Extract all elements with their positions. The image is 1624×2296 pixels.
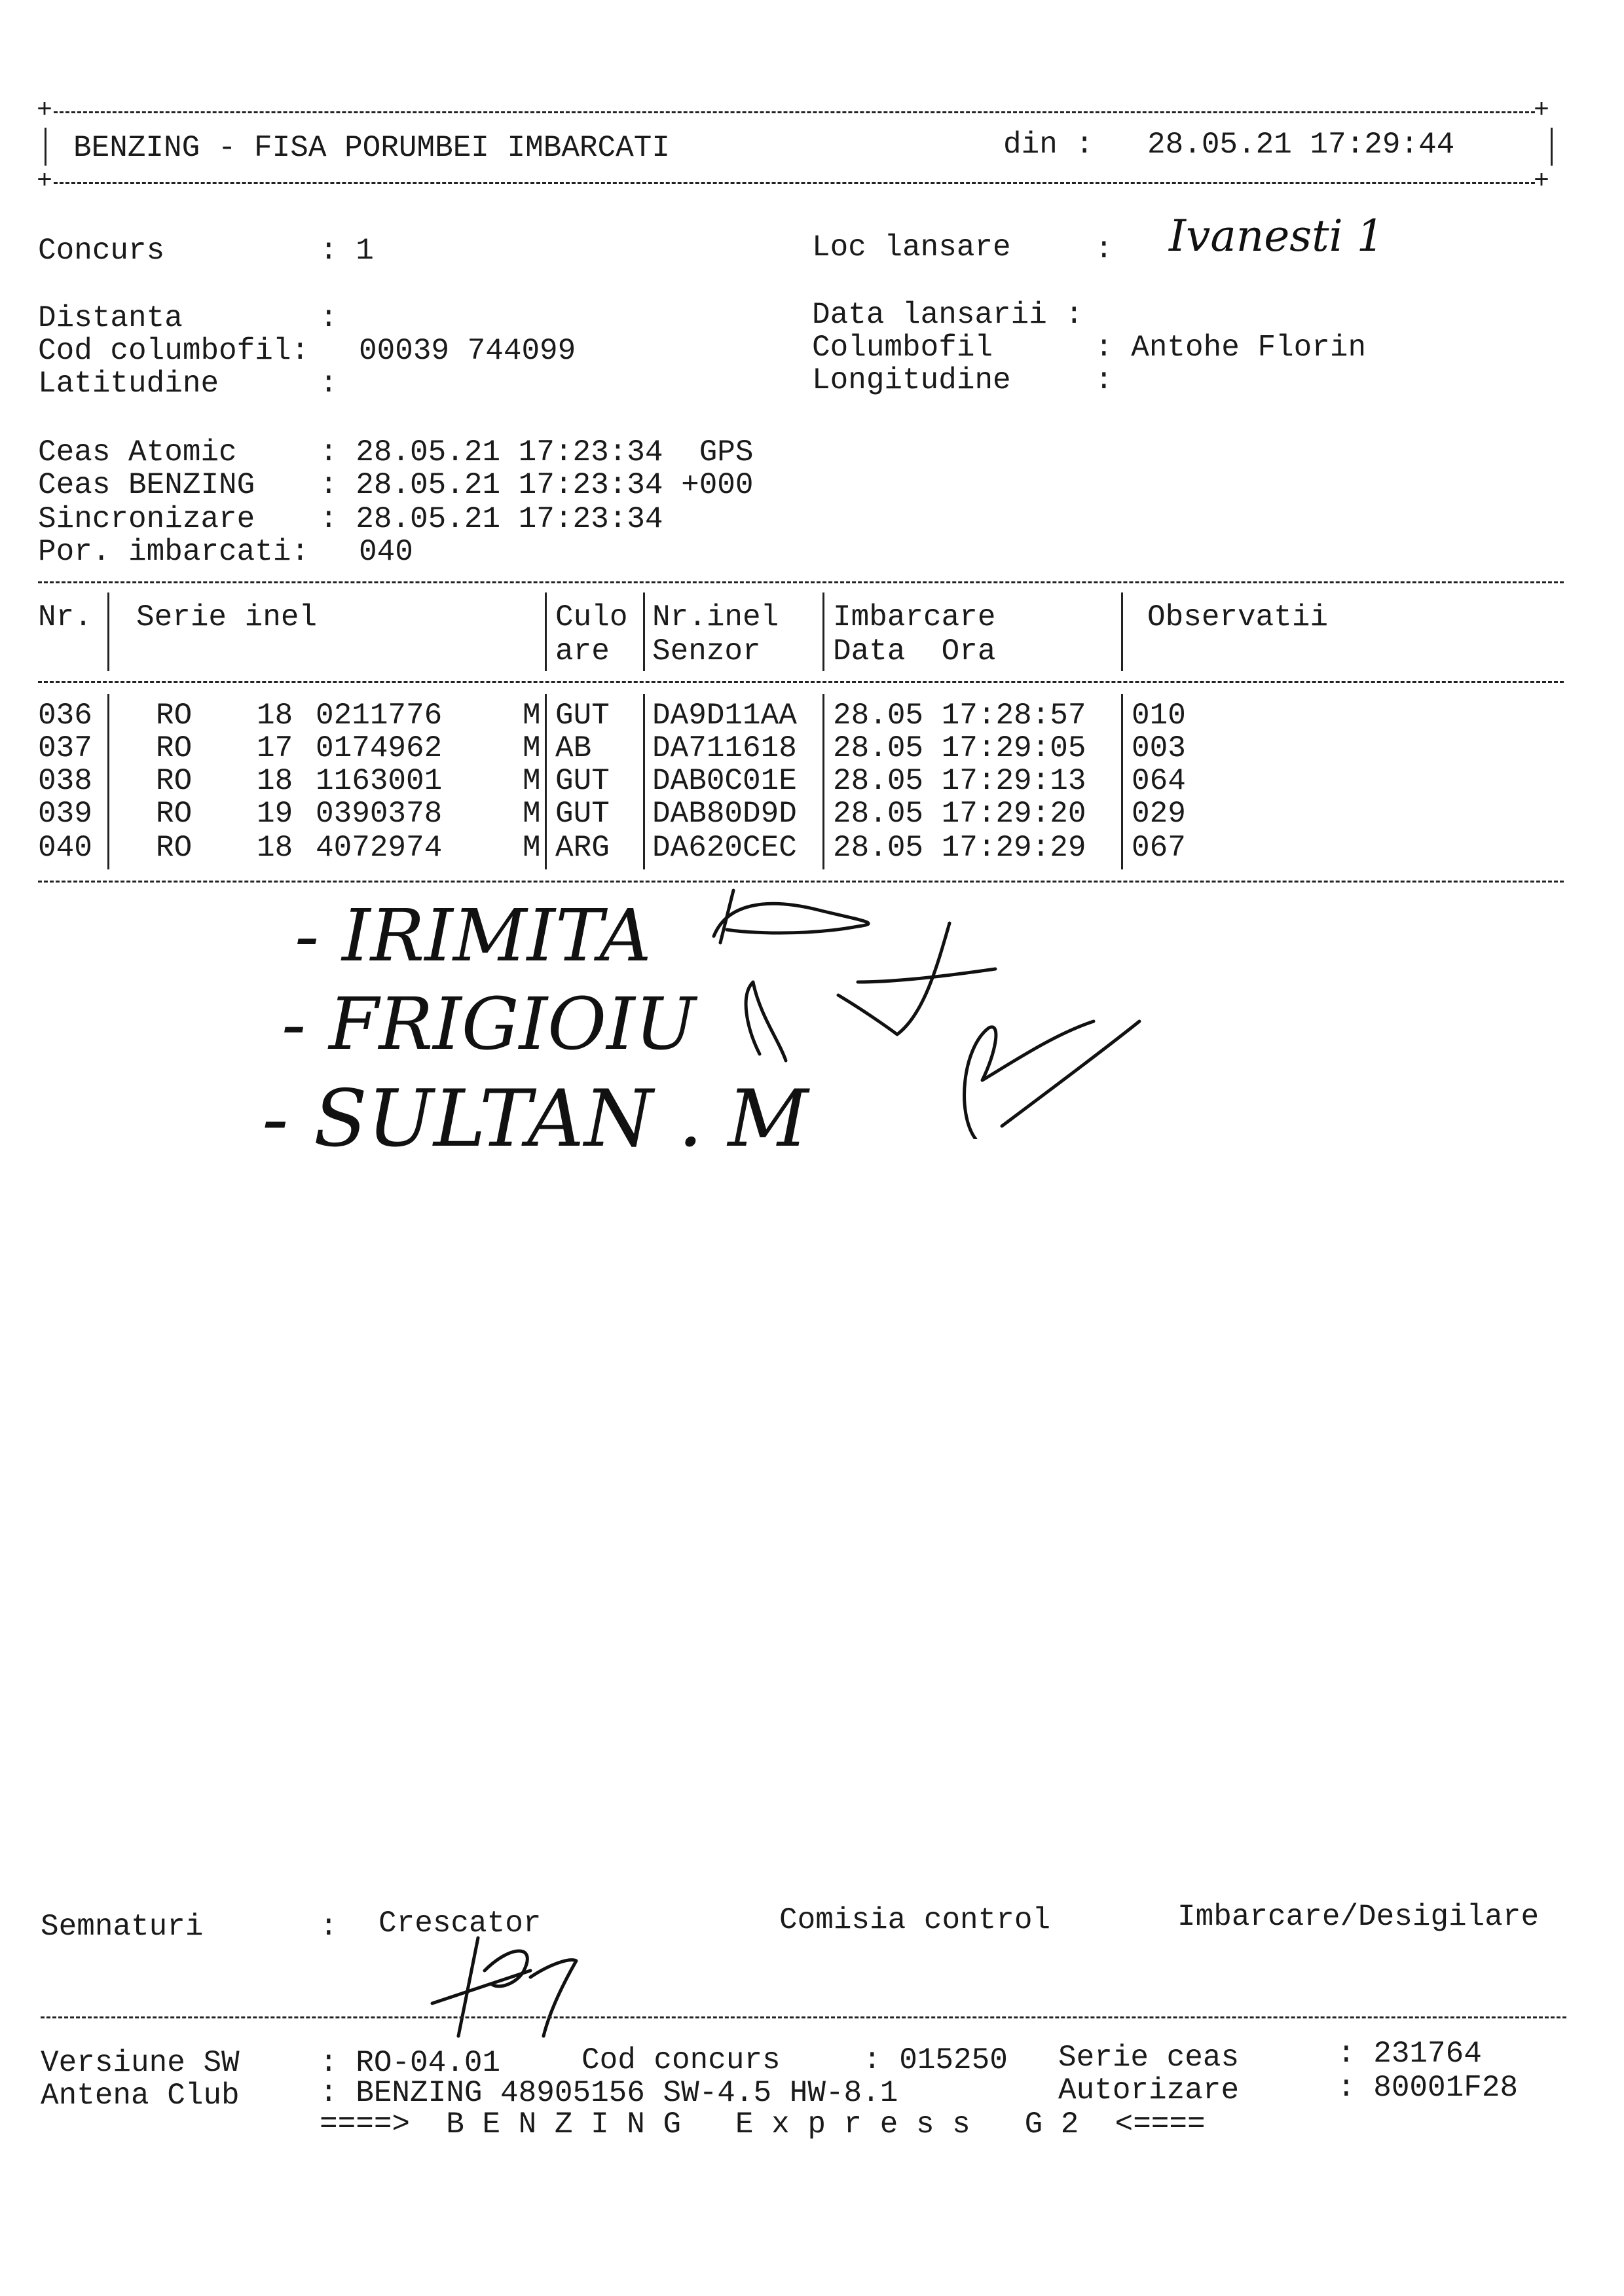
- din-label: din :: [1003, 128, 1094, 162]
- versiune-sw-value: : RO-04.01: [320, 2046, 501, 2080]
- cell-an: 18: [257, 831, 293, 865]
- cell-tara: RO: [156, 699, 193, 733]
- cell-serie: 4072974: [316, 831, 443, 865]
- header-bottom-border: [54, 182, 1535, 184]
- ceas-benzing-value: : 28.05.21 17:23:34 +000: [320, 468, 754, 502]
- cell-an: 19: [257, 797, 293, 831]
- signature-stroke: [858, 969, 995, 982]
- cell-sex: M: [523, 699, 541, 733]
- cell-sex: M: [523, 764, 541, 798]
- signature-stroke: [714, 903, 868, 936]
- column-separator: [107, 592, 109, 671]
- box-corner: +: [37, 167, 53, 196]
- ceas-atomic-label: Ceas Atomic: [38, 435, 237, 469]
- cell-observatii: 029: [1132, 797, 1186, 831]
- col-header-nr-inel: Nr.inel: [652, 600, 779, 634]
- crescator-signature: [419, 1931, 589, 2043]
- cell-culoare: GUT: [555, 797, 610, 831]
- distanta-value: :: [320, 301, 338, 335]
- cod-concurs-value: : 015250: [863, 2043, 1008, 2077]
- cell-senzor: DAB0C01E: [652, 764, 797, 798]
- handwritten-note: - FRIGIOIU: [282, 982, 696, 1066]
- col-header-data-ora: Data Ora: [833, 634, 996, 668]
- sincronizare-value: : 28.05.21 17:23:34: [320, 502, 663, 536]
- column-separator: [1121, 592, 1123, 671]
- signature-stroke: [432, 1971, 530, 2003]
- concurs-value: : 1: [320, 234, 374, 268]
- cell-serie: 0174962: [316, 731, 443, 765]
- sincronizare-label: Sincronizare: [38, 502, 255, 536]
- header-left-border: [45, 128, 46, 166]
- column-separator: [545, 694, 547, 869]
- header-right-border: [1551, 128, 1553, 166]
- cell-an: 18: [257, 699, 293, 733]
- comisia-control-label: Comisia control: [779, 1903, 1051, 1937]
- loc-lansare-label: Loc lansare: [812, 230, 1011, 264]
- imbarcare-desigilare-label: Imbarcare/Desigilare: [1177, 1900, 1540, 1934]
- cell-an: 17: [257, 731, 293, 765]
- cell-senzor: DA620CEC: [652, 831, 797, 865]
- ceas-atomic-value: : 28.05.21 17:23:34 GPS: [320, 435, 754, 469]
- column-separator: [643, 694, 645, 869]
- serie-ceas-value: : 231764: [1337, 2037, 1482, 2071]
- cell-culoare: ARG: [555, 831, 610, 865]
- cell-serie: 0211776: [316, 699, 443, 733]
- cell-sex: M: [523, 831, 541, 865]
- handwritten-signatures-graphic: [688, 864, 1146, 1139]
- box-corner: +: [37, 96, 53, 126]
- column-separator: [1121, 694, 1123, 869]
- cell-sex: M: [523, 731, 541, 765]
- ceas-benzing-label: Ceas BENZING: [38, 468, 255, 502]
- handwritten-note: - SULTAN . M: [262, 1074, 809, 1165]
- antena-club-value: : BENZING 48905156 SW-4.5 HW-8.1: [320, 2076, 898, 2110]
- column-separator: [822, 592, 824, 671]
- cell-observatii: 003: [1132, 731, 1186, 765]
- cell-nr: 038: [38, 764, 92, 798]
- cell-an: 18: [257, 764, 293, 798]
- cell-nr: 040: [38, 831, 92, 865]
- cell-data-ora: 28.05 17:28:57: [833, 699, 1086, 733]
- antena-club-label: Antena Club: [41, 2079, 240, 2113]
- benzing-express-line: ====> B E N Z I N G E x p r e s s G 2 <====: [320, 2107, 1206, 2141]
- cell-tara: RO: [156, 797, 193, 831]
- col-header-culoare-2: are: [555, 634, 610, 668]
- col-header-observatii: Observatii: [1147, 600, 1329, 634]
- cell-observatii: 067: [1132, 831, 1186, 865]
- loc-lansare-separator: :: [1095, 232, 1113, 266]
- cell-senzor: DA9D11AA: [652, 699, 797, 733]
- por-imbarcati-label: Por. imbarcati:: [38, 535, 310, 569]
- column-separator: [545, 592, 547, 671]
- signature-stroke: [1002, 1021, 1139, 1126]
- autorizare-label: Autorizare: [1058, 2073, 1240, 2107]
- latitudine-value: :: [320, 367, 338, 401]
- signature-stroke: [965, 1021, 1094, 1139]
- col-header-senzor: Senzor: [652, 634, 761, 668]
- handwritten-note: - IRIMITA: [295, 894, 652, 977]
- cell-data-ora: 28.05 17:29:20: [833, 797, 1086, 831]
- cell-nr: 037: [38, 731, 92, 765]
- box-corner: +: [1534, 167, 1550, 196]
- concurs-label: Concurs: [38, 234, 165, 268]
- signature-stroke: [530, 1960, 576, 2036]
- data-lansarii-label: Data lansarii :: [812, 298, 1084, 332]
- footer-divider: [41, 2016, 1566, 2018]
- cell-tara: RO: [156, 731, 193, 765]
- por-imbarcati-value: 040: [359, 535, 413, 569]
- cod-concurs-label: Cod concurs: [581, 2043, 781, 2077]
- signature-stroke: [720, 890, 733, 943]
- signature-stroke: [485, 1951, 527, 1986]
- document-title: BENZING - FISA PORUMBEI IMBARCATI: [73, 131, 670, 165]
- signature-stroke: [746, 982, 786, 1061]
- longitudine-label: Longitudine: [812, 363, 1011, 397]
- cell-observatii: 064: [1132, 764, 1186, 798]
- cell-data-ora: 28.05 17:29:29: [833, 831, 1086, 865]
- col-header-imbarcare: Imbarcare: [833, 600, 996, 634]
- signature-stroke: [838, 923, 950, 1034]
- cell-tara: RO: [156, 764, 193, 798]
- din-timestamp: 28.05.21 17:29:44: [1147, 128, 1455, 162]
- cod-columbofil-label: Cod columbofil:: [38, 334, 310, 368]
- cell-senzor: DA711618: [652, 731, 797, 765]
- cell-observatii: 010: [1132, 699, 1186, 733]
- header-top-border: [54, 111, 1535, 113]
- box-corner: +: [1534, 96, 1550, 126]
- versiune-sw-label: Versiune SW: [41, 2046, 240, 2080]
- cell-serie: 0390378: [316, 797, 443, 831]
- distanta-label: Distanta: [38, 301, 183, 335]
- cell-culoare: AB: [555, 731, 592, 765]
- cell-senzor: DAB80D9D: [652, 797, 797, 831]
- crescator-label: Crescator: [378, 1906, 542, 1941]
- loc-lansare-handwritten: Ivanesti 1: [1169, 211, 1384, 261]
- autorizare-value: : 80001F28: [1337, 2071, 1519, 2105]
- cell-sex: M: [523, 797, 541, 831]
- columbofil-label: Columbofil: [812, 331, 993, 365]
- cell-nr: 039: [38, 797, 92, 831]
- cell-serie: 1163001: [316, 764, 443, 798]
- column-separator: [643, 592, 645, 671]
- table-top-border: [38, 581, 1564, 583]
- column-separator: [822, 694, 824, 869]
- cell-culoare: GUT: [555, 699, 610, 733]
- cell-tara: RO: [156, 831, 193, 865]
- cell-data-ora: 28.05 17:29:13: [833, 764, 1086, 798]
- column-separator: [107, 694, 109, 869]
- columbofil-value: : Antohe Florin: [1095, 331, 1367, 365]
- cell-culoare: GUT: [555, 764, 610, 798]
- col-header-nr: Nr.: [38, 600, 92, 634]
- cell-data-ora: 28.05 17:29:05: [833, 731, 1086, 765]
- semnaturi-separator: :: [320, 1910, 338, 1944]
- serie-ceas-label: Serie ceas: [1058, 2041, 1240, 2075]
- table-header-divider: [38, 681, 1564, 683]
- latitudine-label: Latitudine: [38, 367, 219, 401]
- cell-nr: 036: [38, 699, 92, 733]
- cod-columbofil-value: 00039 744099: [359, 334, 576, 368]
- signature-stroke: [458, 1938, 478, 2036]
- semnaturi-label: Semnaturi: [41, 1910, 204, 1944]
- col-header-culoare: Culo: [555, 600, 628, 634]
- longitudine-value: :: [1095, 363, 1113, 397]
- col-header-serie-inel: Serie inel: [136, 600, 318, 634]
